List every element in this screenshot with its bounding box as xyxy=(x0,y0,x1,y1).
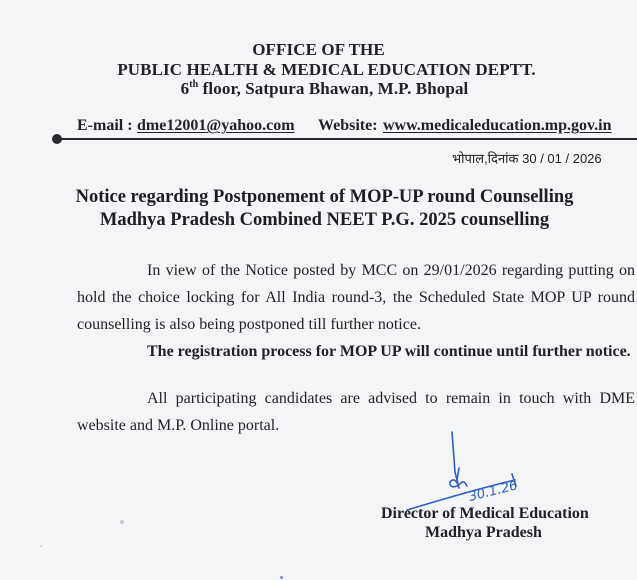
website-link[interactable]: www.medicaleducation.mp.gov.in xyxy=(383,117,612,134)
paragraph-2-text: The registration process for MOP UP will continue until further notice. xyxy=(147,343,631,360)
letterhead-address xyxy=(6,79,637,99)
notice-paragraph-3 xyxy=(77,385,635,439)
notice-title-line1: Notice regarding Postponement of MOP-UP round Counselling xyxy=(75,187,574,207)
notice-paragraph-1 xyxy=(77,257,635,338)
letterhead-office-line: OFFICE OF THE xyxy=(252,40,385,59)
signatory-state: Madhya Pradesh xyxy=(425,524,542,541)
email-label: E-mail : xyxy=(77,117,133,134)
address-rest: floor, Satpura Bhawan, M.P. Bhopal xyxy=(198,79,469,98)
notice-paragraph-2 xyxy=(77,338,635,365)
email-link[interactable]: dme12001@yahoo.com xyxy=(137,117,295,134)
address-floor-number: 6 xyxy=(180,79,190,98)
scan-speck xyxy=(120,520,124,524)
signatory-title: Director of Medical Education xyxy=(381,505,589,522)
notice-title-line2: Madhya Pradesh Combined NEET P.G. 2025 counselling xyxy=(99,210,550,230)
website-label: Website: xyxy=(318,117,378,134)
scan-speck xyxy=(280,576,283,579)
paragraph-3-text: All participating candidates are advised to remain in touch with DME website and M.P. Online portal. xyxy=(77,390,635,434)
address-floor-suffix: th xyxy=(189,79,199,90)
scan-speck xyxy=(40,545,42,547)
paragraph-1-text: In view of the Notice posted by MCC on 29/01/2026 regarding putting on hold the choice locking for All India round-3, the Scheduled State MOP UP round counselling is also being postponed till further notice. xyxy=(77,262,635,333)
handwritten-signature-icon xyxy=(395,428,535,513)
letterhead-divider xyxy=(60,138,637,140)
place-and-date: भोपाल,दिनांक 30 / 01 / 2026 xyxy=(452,151,602,166)
letterhead-department-name: PUBLIC HEALTH & MEDICAL EDUCATION DEPTT. xyxy=(117,60,536,79)
handwritten-date: 30.1.26 xyxy=(467,478,520,505)
